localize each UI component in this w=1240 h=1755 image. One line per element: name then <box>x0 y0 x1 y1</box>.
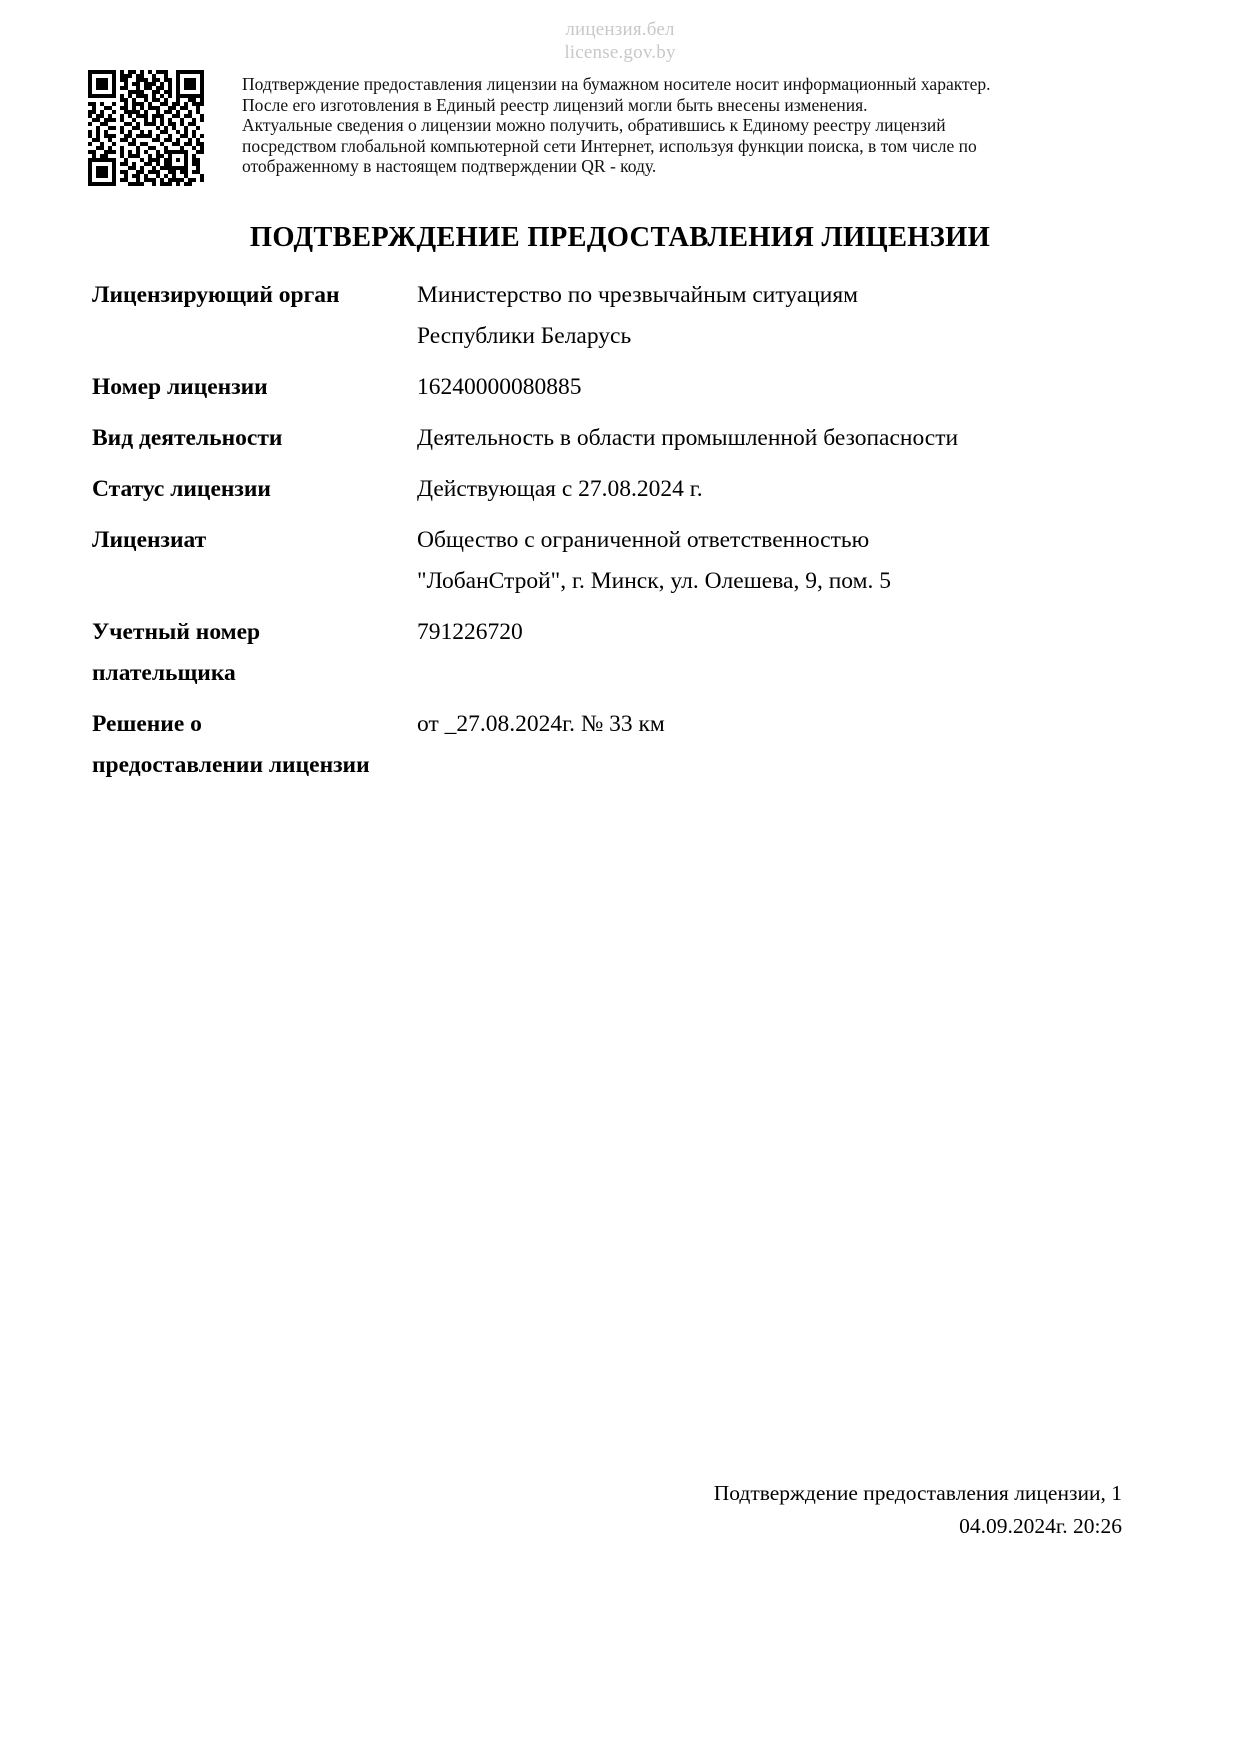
notice-line-1: Подтверждение предоставления лицензии на бумажном носителе носит информационный характер. <box>242 74 991 94</box>
document-header <box>88 58 1098 186</box>
field-label <box>92 469 417 510</box>
notice-line-4: посредством глобальной компьютерной сети Интернет, используя функции поиска, в том числе по <box>242 135 977 156</box>
field-row-activity-type <box>92 418 1102 459</box>
field-label-line: Лицензирующий орган <box>92 282 340 308</box>
field-label-line: Вид деятельности <box>92 425 283 451</box>
field-label <box>92 418 417 459</box>
field-row-licensee <box>92 520 1102 602</box>
field-label-line: плательщика <box>92 660 236 686</box>
page-title: ПОДТВЕРЖДЕНИЕ ПРЕДОСТАВЛЕНИЯ ЛИЦЕНЗИИ <box>249 222 991 253</box>
field-value-line: 791226720 <box>417 619 523 645</box>
field-row-license-status <box>92 469 1102 510</box>
field-value <box>417 367 1102 408</box>
document-footer <box>714 1477 1122 1543</box>
field-label-line: Статус лицензии <box>92 476 271 502</box>
field-label <box>92 612 417 694</box>
field-label <box>92 704 417 786</box>
field-row-payer-account-number <box>92 612 1102 694</box>
field-row-license-number <box>92 367 1102 408</box>
field-row-licensing-authority <box>92 275 1102 357</box>
field-label-line: Учетный номер <box>92 619 261 645</box>
footer-document-name: Подтверждение предоставления лицензии, 1 <box>713 1481 1122 1505</box>
notice-line-5: отображенному в настоящем подтверждении QR - коду. <box>242 156 657 176</box>
field-label-line: Номер лицензии <box>92 374 268 400</box>
footer-timestamp: 04.09.2024г. 20:26 <box>959 1514 1122 1538</box>
field-value-line: 16240000080885 <box>417 374 582 400</box>
informational-notice <box>242 58 991 177</box>
field-value <box>417 520 1102 602</box>
field-label <box>92 367 417 408</box>
field-value-line: Действующая с 27.08.2024 г. <box>417 476 703 502</box>
field-value-line: Республики Беларусь <box>417 323 632 349</box>
field-value <box>417 704 1102 745</box>
field-label <box>92 275 417 316</box>
watermark-line-latin: license.gov.by <box>564 42 676 63</box>
field-row-grant-decision <box>92 704 1102 786</box>
field-value-line: Деятельность в области промышленной безопасности <box>417 425 959 451</box>
field-value-line: Министерство по чрезвычайным ситуациям <box>417 282 859 308</box>
field-label-line: Лицензиат <box>92 527 207 553</box>
field-label <box>92 520 417 561</box>
qr-code-icon <box>88 70 204 186</box>
field-label-line: предоставлении лицензии <box>92 752 370 778</box>
field-value <box>417 418 1102 459</box>
license-details-list <box>92 275 1102 796</box>
field-value <box>417 275 1102 357</box>
field-value <box>417 469 1102 510</box>
notice-line-2: После его изготовления в Единый реестр лицензий могли быть внесены изменения. <box>242 94 868 115</box>
field-value-line: "ЛобанСтрой", г. Минск, ул. Олешева, 9, пом. 5 <box>417 568 891 594</box>
field-value-line: от _27.08.2024г. № 33 км <box>417 711 665 737</box>
watermark-line-cyrillic: лицензия.бел <box>565 19 675 40</box>
field-value-line: Общество с ограниченной ответственностью <box>417 527 870 553</box>
notice-line-3: Актуальные сведения о лицензии можно получить, обратившись к Единому реестру лицензий <box>242 115 946 135</box>
field-label-line: Решение о <box>92 711 202 737</box>
field-value <box>417 612 1102 653</box>
